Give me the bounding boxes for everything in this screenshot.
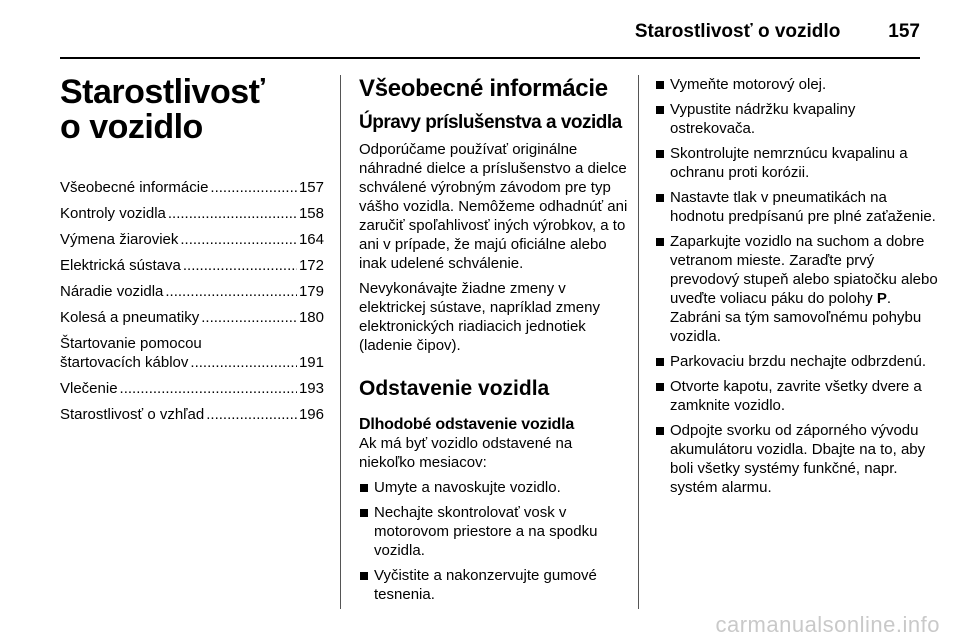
toc-entry-vehicle-checks[interactable] [60, 204, 324, 223]
storage-bullet-list-1 [359, 478, 629, 604]
toc-entry-wheels-tyres[interactable] [60, 308, 324, 327]
toc-leader-dots [120, 379, 297, 398]
toc-label: štartovacích káblov [60, 354, 189, 371]
list-item [655, 188, 940, 226]
list-item-text-before: Zaparkujte vozidlo na suchom a dobre vetranom mieste. Zaraďte prvý prevodový stupeň alebo spiatočku alebo uveďte voliacu páku do polohy [670, 233, 938, 307]
toc-entry-line-2 [60, 353, 324, 372]
list-item [655, 232, 940, 346]
watermark-text: carmanualsonline.info [715, 612, 940, 637]
toc-page-number: 164 [298, 231, 324, 248]
square-bullet-icon [360, 484, 368, 492]
toc-label: Náradie vozidla [60, 283, 164, 300]
square-bullet-icon [656, 383, 664, 391]
toc-entry-appearance-care[interactable] [60, 405, 324, 424]
list-item-text: Umyte a navoskujte vozidlo. [374, 479, 561, 496]
toc-leader-dots [210, 178, 297, 197]
column-divider-left [340, 75, 341, 609]
square-bullet-icon [656, 358, 664, 366]
toc-label: Vlečenie [60, 380, 118, 397]
list-item-text: Parkovaciu brzdu nechajte odbrzdenú. [670, 353, 926, 370]
list-item [655, 144, 940, 182]
square-bullet-icon [360, 572, 368, 580]
storage-bullet-list-2 [655, 75, 940, 497]
toc-entry-bulb-replacement[interactable] [60, 230, 324, 249]
content-column-right [655, 75, 940, 497]
toc-page-number: 158 [298, 205, 324, 222]
list-item-text: Vypustite nádržku kvapaliny ostrekovača. [670, 101, 856, 137]
list-item [655, 352, 940, 371]
toc-page-number: 179 [298, 283, 324, 300]
toc-leader-dots [180, 230, 297, 249]
list-item-text: Nastavte tlak v pneumatikách na hodnotu predpísanú pre plné zaťaženie. [670, 189, 936, 225]
toc-page-number: 193 [298, 380, 324, 397]
toc-page-number: 191 [298, 354, 324, 371]
chapter-title-line-2: o vozidlo [60, 108, 203, 146]
list-item [655, 421, 940, 497]
toc-label-line-1: Štartovanie pomocou [60, 335, 202, 352]
chapter-title-line-1: Starostlivosť [60, 73, 265, 111]
list-item [655, 377, 940, 415]
toc-label: Kolesá a pneumatiky [60, 309, 200, 326]
toc-label: Všeobecné informácie [60, 179, 209, 196]
section-title: Všeobecné informácie [359, 75, 608, 102]
square-bullet-icon [656, 150, 664, 158]
list-item-text: Vymeňte motorový olej. [670, 76, 827, 93]
list-item [359, 478, 629, 497]
subsection-title-storage: Odstavenie vozidla [359, 377, 550, 400]
toc-label: Elektrická sústava [60, 257, 181, 274]
toc-entry-jump-starting[interactable] [60, 334, 324, 372]
toc-leader-dots [201, 308, 297, 327]
chapter-column [60, 75, 324, 431]
square-bullet-icon [360, 509, 368, 517]
list-item-text: Odpojte svorku od záporného vývodu akumulátoru vozidla. Dbajte na to, aby boli všetky systémy funkčné, napr. systém alarmu. [670, 422, 926, 496]
header-page-number: 157 [888, 21, 920, 42]
toc-label: Starostlivosť o vzhľad [60, 406, 205, 423]
list-item [359, 503, 629, 560]
square-bullet-icon [656, 427, 664, 435]
square-bullet-icon [656, 106, 664, 114]
toc-entry-general-info[interactable] [60, 178, 324, 197]
header-rule [60, 57, 920, 59]
column-divider-right [638, 75, 639, 609]
storage-intro: Ak má byť vozidlo odstavené na niekoľko mesiacov: [359, 435, 573, 471]
square-bullet-icon [656, 81, 664, 89]
content-column-middle [359, 75, 629, 604]
toc-entry-vehicle-tools[interactable] [60, 282, 324, 301]
toc-page-number: 196 [298, 406, 324, 423]
page-header [40, 12, 920, 52]
toc-page-number: 157 [298, 179, 324, 196]
list-item-text: Vyčistite a nakonzervujte gumové tesnenia. [374, 567, 597, 603]
list-item [655, 75, 940, 94]
toc-leader-dots [183, 256, 297, 275]
list-item-text-after: . Zabráni sa tým samovoľnému pohybu vozidla. [670, 290, 922, 345]
accessories-paragraph-1: Odporúčame používať originálne náhradné dielce a príslušenstvo a dielce schválené výrobným závodom pre typ vášho vozidla. Nemôžeme odhadnúť ani zaručiť spoľahlivosť iných výrobkov, a to ani v prípade, že majú oficiálne alebo inak udelené schválenie. [359, 141, 628, 272]
square-bullet-icon [656, 238, 664, 246]
accessories-paragraph-2: Nevykonávajte žiadne zmeny v elektrickej sústave, napríklad zmeny elektronických riadiacich jednotiek (ladenie čipov). [359, 280, 600, 354]
toc-label: Kontroly vozidla [60, 205, 166, 222]
toc-label: Výmena žiaroviek [60, 231, 179, 248]
toc-leader-dots [190, 353, 297, 372]
list-item [359, 566, 629, 604]
toc-entry-electrical-system[interactable] [60, 256, 324, 275]
toc-page-number: 180 [298, 309, 324, 326]
toc-leader-dots [168, 204, 297, 223]
toc-entry-towing[interactable] [60, 379, 324, 398]
toc-leader-dots [165, 282, 297, 301]
header-chapter-title: Starostlivosť o vozidlo [634, 21, 841, 42]
toc-page-number: 172 [298, 257, 324, 274]
list-item-text: Nechajte skontrolovať vosk v motorovom priestore a na spodku vozidla. [374, 504, 598, 559]
list-item-text: Skontrolujte nemrznúcu kvapalinu a ochranu proti korózii. [670, 145, 908, 181]
toc-leader-dots [206, 405, 297, 424]
list-item-text: Otvorte kapotu, zavrite všetky dvere a zamknite vozidlo. [670, 378, 922, 414]
subsection-title-accessories: Úpravy príslušenstva a vozidla [359, 112, 622, 133]
storage-subtitle: Dlhodobé odstavenie vozidla [359, 416, 575, 433]
square-bullet-icon [656, 194, 664, 202]
gear-position-label: P [876, 290, 887, 307]
table-of-contents [60, 178, 324, 424]
list-item [655, 100, 940, 138]
chapter-title [60, 75, 324, 145]
